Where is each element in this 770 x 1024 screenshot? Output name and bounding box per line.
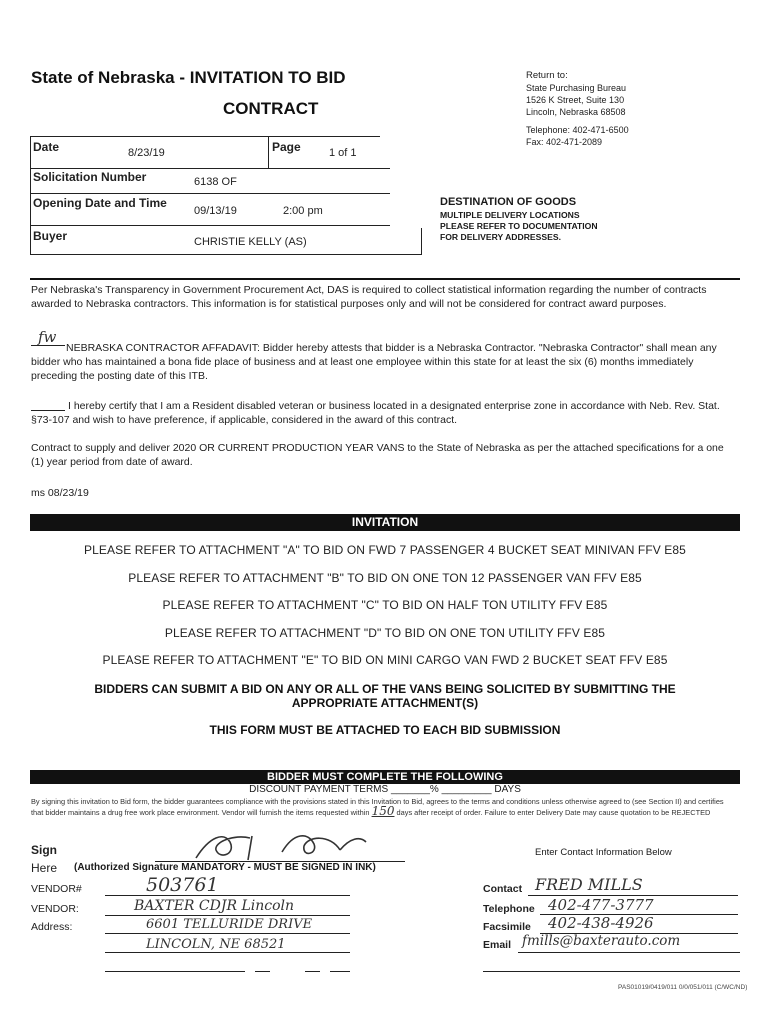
address-line-1: 6601 TELLURIDE DRIVE <box>146 917 313 932</box>
form-title: State of Nebraska - INVITATION TO BID <box>31 68 346 87</box>
attachment-line: PLEASE REFER TO ATTACHMENT "E" TO BID ON MINI CARGO VAN FWD 2 BUCKET SEAT FFV E85 <box>102 653 668 667</box>
fine-print-end: days after receipt of order. Failure to enter Delivery Date may cause quotation to be REJECTED <box>394 807 711 817</box>
affidavit-initials: fw <box>38 328 57 346</box>
contact-label: Contact <box>483 883 523 895</box>
destination-line: FOR DELIVERY ADDRESSES. <box>440 232 561 242</box>
fine-print-text: By signing this invitation to Bid form, the bidder guarantees compliance with the provisions stated in this Invitation to Bid, agrees to the terms and conditions unless otherwise agreed to (see Section II) and certifies that bidder maintains a drug free work place environment. Vendor will furnish the items requested within <box>31 797 724 817</box>
return-line: State Purchasing Bureau <box>526 83 627 93</box>
attachment-line: PLEASE REFER TO ATTACHMENT "A" TO BID ON FWD 7 PASSENGER 4 BUCKET SEAT MINIVAN FFV E85 <box>84 543 686 557</box>
date-value: 8/23/19 <box>128 147 165 159</box>
veteran-paragraph: I hereby certify that I am a Resident disabled veteran or business located in a designated enterprise zone in accordance with Neb. Rev. Stat. §73-107 and wish to have preference, if applicable, considered in the award of this contract. <box>31 400 720 426</box>
bidder-fine-print <box>31 797 731 817</box>
destination-line: MULTIPLE DELIVERY LOCATIONS <box>440 210 580 220</box>
vendor-number-label: VENDOR# <box>31 883 82 895</box>
here-label: Here <box>31 861 58 875</box>
transparency-paragraph: Per Nebraska's Transparency in Government Procurement Act, DAS is required to collect statistical information regarding the number of contracts awarded to Nebraska contractors. This information is for statistical purposes only and will not be considered for contract award purposes. <box>31 284 707 310</box>
section-divider <box>30 278 740 280</box>
contract-paragraph: Contract to supply and deliver 2020 OR CURRENT PRODUCTION YEAR VANS to the State of Nebraska as per the attached specifications for a one (1) year period from date of award. <box>31 442 724 468</box>
solicitation-value: 6138 OF <box>194 176 237 188</box>
buyer-value: CHRISTIE KELLY (AS) <box>194 236 307 248</box>
opening-label: Opening Date and Time <box>33 196 167 210</box>
buyer-label: Buyer <box>33 229 68 243</box>
invitation-heading: INVITATION <box>30 514 740 531</box>
bidder-heading: BIDDER MUST COMPLETE THE FOLLOWING <box>30 770 740 784</box>
enter-contact-note: Enter Contact Information Below <box>535 847 672 858</box>
solicitation-label: Solicitation Number <box>33 170 147 184</box>
sign-label: Sign <box>31 843 57 857</box>
return-line: Lincoln, Nebraska 68508 <box>526 107 626 117</box>
vendor-value: BAXTER CDJR Lincoln <box>134 898 295 914</box>
affidavit-paragraph: NEBRASKA CONTRACTOR AFFADAVIT: Bidder hereby attests that bidder is a Nebraska Contractor. "Nebraska Contractor" shall mean any bidder who has maintained a bona fide place of business and at least one employee within this state for at least the six (6) months immediately preceding the posting date of this ITB. <box>31 342 717 382</box>
return-line: 1526 K Street, Suite 130 <box>526 95 625 105</box>
destination-line: PLEASE REFER TO DOCUMENTATION <box>440 221 598 231</box>
bidders-note: BIDDERS CAN SUBMIT A BID ON ANY OR ALL OF THE VANS BEING SOLICITED BY SUBMITTING THE APPROPRIATE ATTACHMENT(S) <box>94 682 676 710</box>
page-value: 1 of 1 <box>329 147 357 159</box>
opening-date: 09/13/19 <box>194 205 237 217</box>
form-attach-note: THIS FORM MUST BE ATTACHED TO EACH BID SUBMISSION <box>209 723 561 737</box>
signature-image <box>190 828 420 864</box>
vendor-number-value: 503761 <box>146 874 219 896</box>
attachment-line: PLEASE REFER TO ATTACHMENT "C" TO BID ON HALF TON UTILITY FFV E85 <box>162 598 608 612</box>
ms-date: ms 08/23/19 <box>31 487 89 499</box>
discount-terms: DISCOUNT PAYMENT TERMS _______% _________ DAYS <box>249 784 521 795</box>
page-label: Page <box>272 140 301 154</box>
address-label: Address: <box>31 921 73 933</box>
return-to-label: Return to: <box>526 70 568 81</box>
return-fax: Fax: 402-471-2089 <box>526 137 603 147</box>
form-subtitle: CONTRACT <box>223 99 319 118</box>
destination-heading: DESTINATION OF GOODS <box>440 196 577 208</box>
telephone-label: Telephone <box>483 903 535 915</box>
email-value: fmills@baxterauto.com <box>522 933 681 949</box>
vendor-label: VENDOR: <box>31 903 79 915</box>
authorized-signature-note: (Authorized Signature MANDATORY - MUST BE SIGNED IN INK) <box>74 862 376 873</box>
date-label: Date <box>33 140 60 154</box>
delivery-days-value: 150 <box>371 803 395 818</box>
attachment-line: PLEASE REFER TO ATTACHMENT "B" TO BID ON ONE TON 12 PASSENGER VAN FFV E85 <box>128 571 642 585</box>
return-address-block <box>526 70 629 148</box>
return-telephone: Telephone: 402-471-6500 <box>526 125 629 135</box>
facsimile-label: Facsimile <box>483 921 531 933</box>
footer-form-code: PAS01019/0419/011 0/0/051/011 (C/WC/ND) <box>618 984 748 991</box>
address-line-2: LINCOLN, NE 68521 <box>146 937 286 952</box>
email-label: Email <box>483 939 512 951</box>
contact-value: FRED MILLS <box>535 875 643 894</box>
opening-time: 2:00 pm <box>283 205 323 217</box>
telephone-value: 402-477-3777 <box>548 896 654 914</box>
destination-block <box>440 196 598 243</box>
facsimile-value: 402-438-4926 <box>548 914 654 932</box>
attachment-line: PLEASE REFER TO ATTACHMENT "D" TO BID ON ONE TON UTILITY FFV E85 <box>164 626 606 640</box>
